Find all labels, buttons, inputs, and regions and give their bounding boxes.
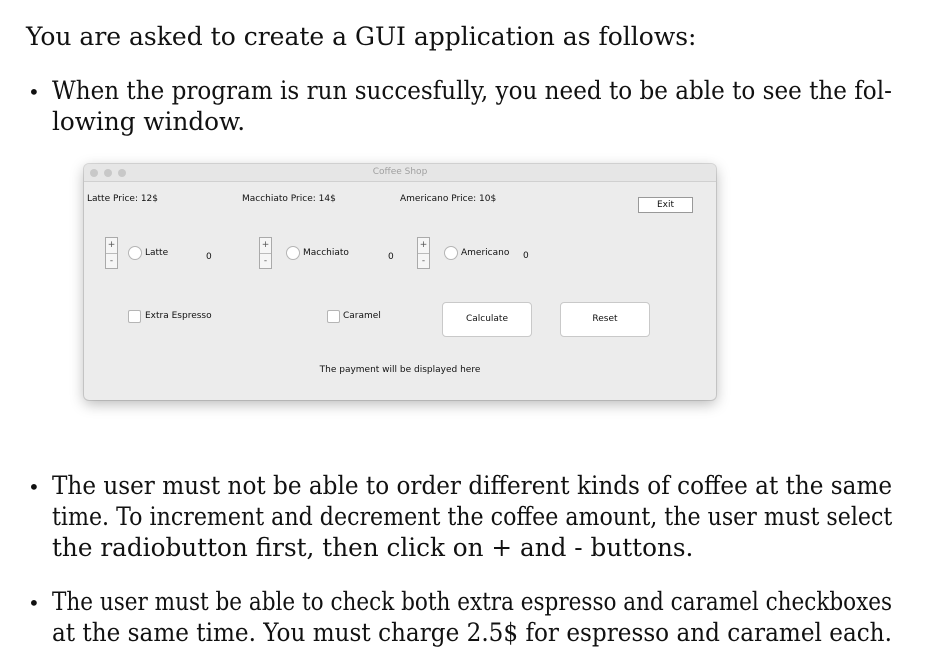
latte-stepper[interactable] <box>105 237 118 269</box>
window-titlebar <box>84 164 716 182</box>
bullet-marker: • <box>28 475 40 499</box>
bullet-1-text <box>52 75 902 137</box>
exit-button[interactable]: Exit <box>638 197 693 213</box>
latte-radio-label: Latte <box>145 248 169 258</box>
bullet-marker: • <box>28 80 40 104</box>
macchiato-radio-label: Macchiato <box>303 248 349 258</box>
macchiato-increment-button[interactable]: + <box>260 238 271 254</box>
latte-price-label: Latte Price: 12$ <box>87 194 159 204</box>
macchiato-price-label: Macchiato Price: 14$ <box>242 194 336 204</box>
extra-espresso-label: Extra Espresso <box>145 311 212 321</box>
americano-stepper[interactable] <box>417 237 430 269</box>
intro-text: You are asked to create a GUI application as follows: <box>26 22 697 51</box>
americano-decrement-button[interactable]: - <box>421 256 426 266</box>
americano-radio-label: Americano <box>461 248 510 258</box>
macchiato-decrement-button[interactable]: - <box>263 256 268 266</box>
bullet-3-text <box>52 586 902 648</box>
bullet-1-line-2: lowing window. <box>52 107 246 136</box>
macchiato-radio[interactable] <box>286 246 300 260</box>
calculate-button[interactable]: Calculate <box>442 302 532 337</box>
caramel-checkbox[interactable] <box>327 310 340 323</box>
americano-radio[interactable] <box>444 246 458 260</box>
latte-increment-button[interactable]: + <box>106 238 117 254</box>
latte-count: 0 <box>206 252 212 262</box>
bullet-3-line-1: The user must be able to check both extra espresso and caramel checkboxes <box>52 587 893 616</box>
bullet-1-line-1: When the program is run succesfully, you need to be able to see the fol- <box>52 76 892 105</box>
caramel-label: Caramel <box>343 311 381 321</box>
bullet-2-line-1: The user must not be able to order different kinds of coffee at the same <box>52 471 893 500</box>
reset-button[interactable]: Reset <box>560 302 650 337</box>
latte-decrement-button[interactable]: - <box>109 256 114 266</box>
americano-price-label: Americano Price: 10$ <box>400 194 497 204</box>
extra-espresso-checkbox[interactable] <box>128 310 141 323</box>
macchiato-stepper[interactable] <box>259 237 272 269</box>
latte-radio[interactable] <box>128 246 142 260</box>
window-title: Coffee Shop <box>372 167 428 177</box>
bullet-marker: • <box>28 591 40 615</box>
americano-increment-button[interactable]: + <box>418 238 429 254</box>
bullet-2-line-3: the radiobutton first, then click on + and - buttons. <box>52 533 694 562</box>
bullet-3-line-2: at the same time. You must charge 2.5$ for espresso and caramel each. <box>52 618 892 647</box>
americano-count: 0 <box>523 251 529 261</box>
bullet-2-line-2: time. To increment and decrement the coffee amount, the user must select <box>52 502 893 531</box>
payment-label: The payment will be displayed here <box>319 365 481 375</box>
bullet-2-text <box>52 470 902 563</box>
coffee-shop-window <box>84 164 716 400</box>
macchiato-count: 0 <box>388 252 394 262</box>
